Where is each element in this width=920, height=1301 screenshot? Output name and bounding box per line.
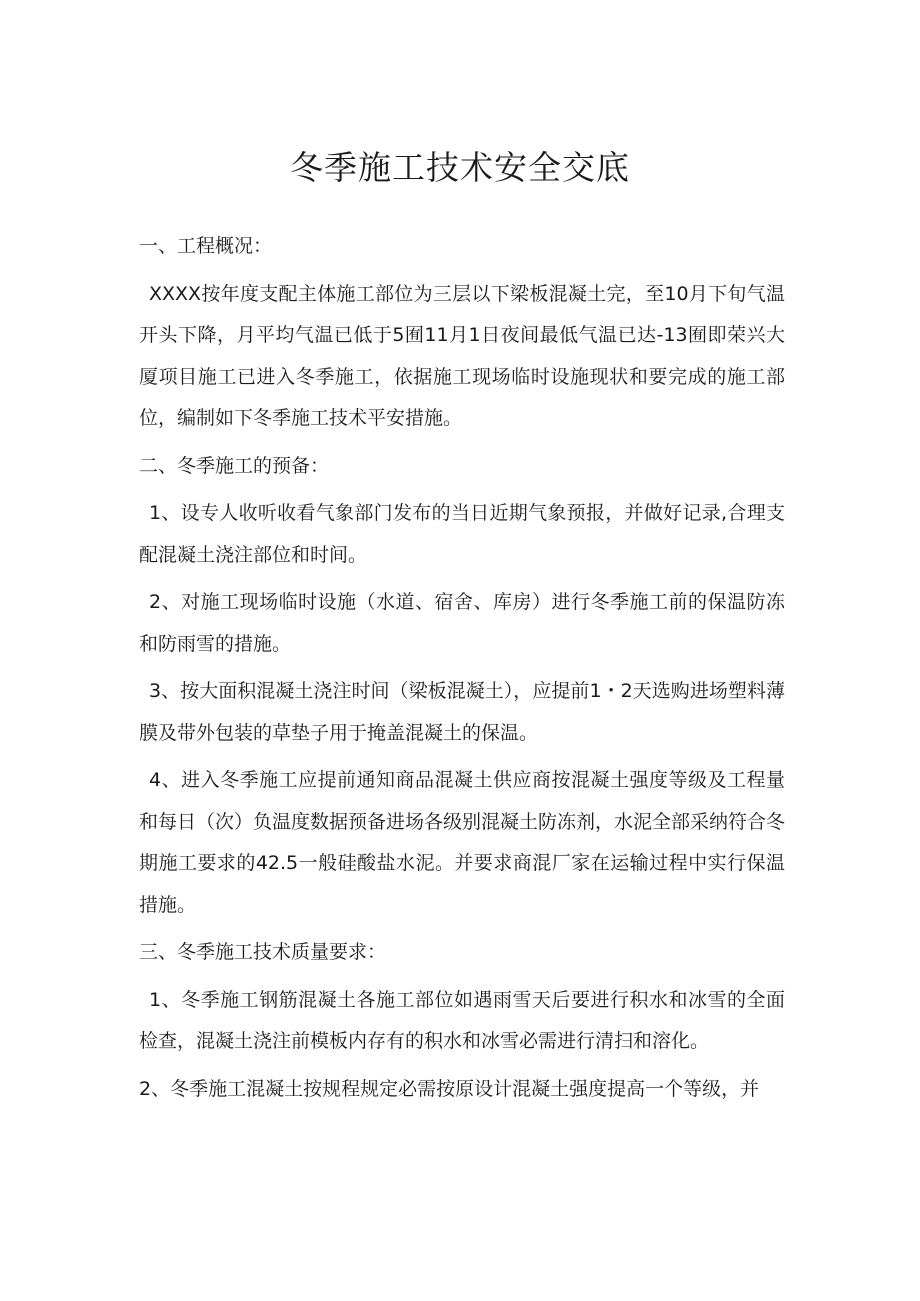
document-body <box>139 226 785 1116</box>
section-1-heading: 一、工程概况： <box>139 235 273 257</box>
section-2-item-4: 4、进入冬季施工应提前通知商品混凝土供应商按混凝土强度等级及工程量和每日（次）负温度数据预备进场各级别混凝土防冻剂，水泥全部采纳符合冬期施工要求的42.5一般硅酸盐水泥。并要求商混厂家在运输过程中实行保温措施。 <box>139 769 786 916</box>
document-title: 冬季施工技术安全交底 <box>290 148 630 187</box>
section-1-paragraph: XXXX按年度支配主体施工部位为三层以下梁板混凝土完，至10月下旬气温开头下降，月平均气温已低于5囿11月1日夜间最低气温已达-13囿即荣兴大厦项目施工已进入冬季施工，依据施工现场临时设施现状和要完成的施工部位，编制如下冬季施工技术平安措施。 <box>139 282 785 429</box>
section-2-item-2: 2、对施工现场临时设施（水道、宿舍、库房）进行冬季施工前的保温防冻和防雨雪的措施。 <box>139 591 785 655</box>
section-3-heading: 三、冬季施工技术质量要求： <box>139 941 387 963</box>
section-2-item-1: 1、设专人收听收看气象部门发布的当日近期气象预报，并做好记录,合理支配混凝土浇注部位和时间。 <box>139 502 785 566</box>
section-2-heading: 二、冬季施工的预备： <box>139 454 330 477</box>
section-3-item-2: 2、冬季施工混凝土按规程规定必需按原设计混凝土强度提高一个等级，并 <box>139 1077 760 1100</box>
section-2-item-3: 3、按大面积混凝土浇注时间（梁板混凝土），应提前1・2天选购进场塑料薄膜及带外包装的草垫子用于掩盖混凝土的保温。 <box>139 680 785 744</box>
section-3-item-1: 1、冬季施工钢筋混凝土各施工部位如遇雨雪天后要进行积水和冰雪的全面检查，混凝土浇注前模板内存有的积水和冰雪必需进行清扫和溶化。 <box>139 988 785 1052</box>
